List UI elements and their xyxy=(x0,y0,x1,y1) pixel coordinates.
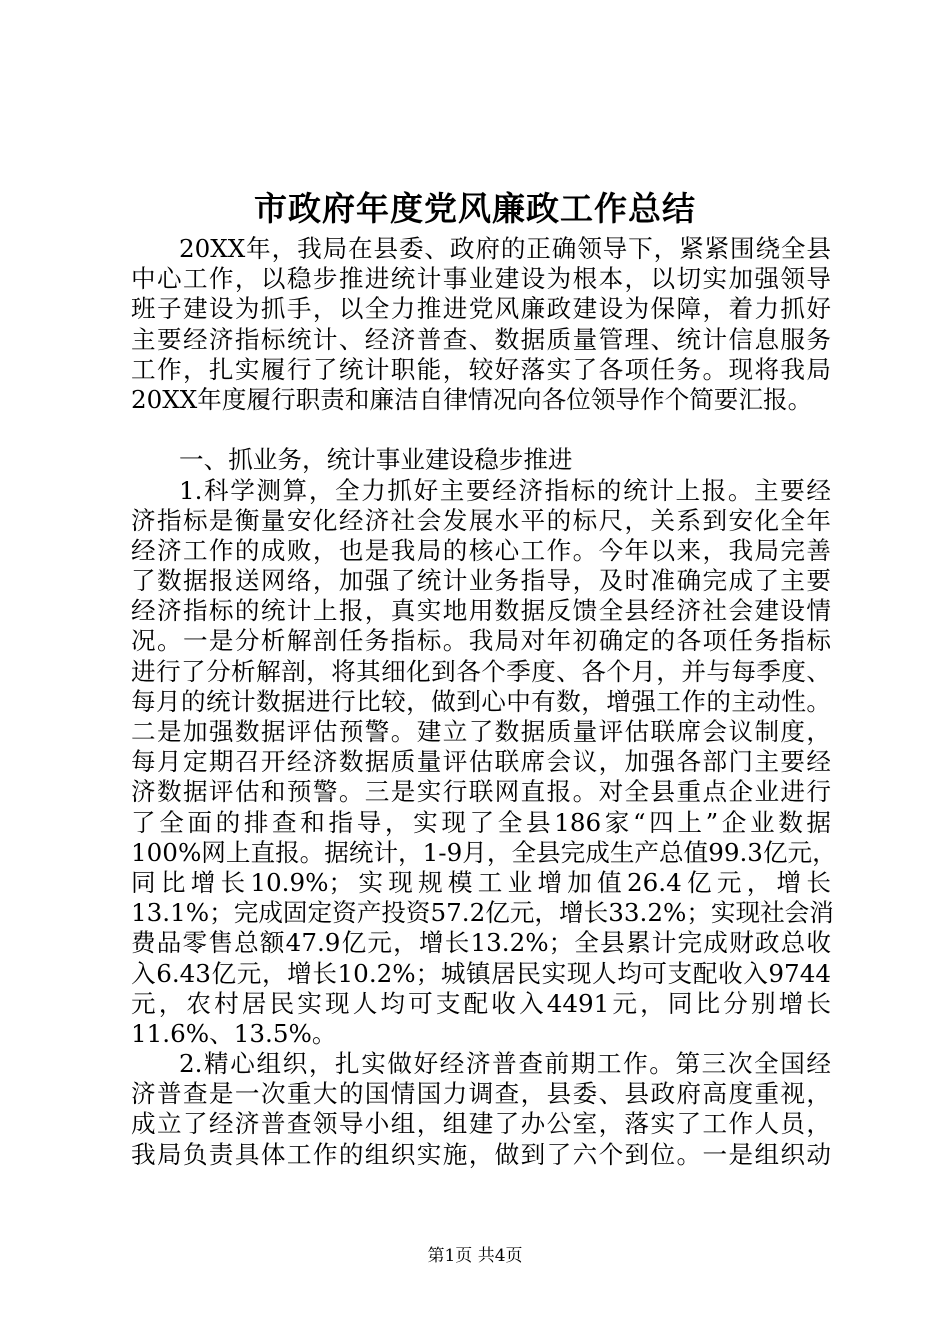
paragraph-line: 班子建设为抓手，以全力推进党风廉政建设为保障，着力抓好 xyxy=(131,294,831,324)
paragraph-line: 每月的统计数据进行比较，做到心中有数，增强工作的主动性。 xyxy=(131,686,831,716)
paragraph-line: 费品零售总额47.9亿元，增长13.2%；全县累计完成财政总收 xyxy=(131,928,831,958)
section-heading: 一、抓业务，统计事业建设稳步推进 xyxy=(179,445,573,475)
paragraph-line: 济普查是一次重大的国情国力调查，县委、县政府高度重视， xyxy=(131,1079,831,1109)
page-number-footer: 第1页 共4页 xyxy=(427,1246,523,1266)
paragraph-line: 进行了分析解剖，将其细化到各个季度、各个月，并与每季度、 xyxy=(131,656,831,686)
paragraph-line: 二是加强数据评估预警。建立了数据质量评估联席会议制度， xyxy=(131,717,831,746)
paragraph-line: 济数据评估和预警。三是实行联网直报。对全县重点企业进行 xyxy=(131,777,831,807)
paragraph-line: 每月定期召开经济数据质量评估联席会议，加强各部门主要经 xyxy=(131,747,831,777)
paragraph-line: 工作，扎实履行了统计职能，较好落实了各项任务。现将我局 xyxy=(131,354,831,384)
paragraph-line: 同比增长10.9%；实现规模工业增加值26.4亿元，增长 xyxy=(131,867,831,897)
paragraph-line: 成立了经济普查领导小组，组建了办公室，落实了工作人员， xyxy=(131,1109,831,1139)
paragraph-line: 了数据报送网络，加强了统计业务指导，及时准确完成了主要 xyxy=(131,566,831,596)
paragraph-line: 11.6%、13.5%。 xyxy=(131,1018,337,1048)
paragraph-line: 济指标是衡量安化经济社会发展水平的标尺，关系到安化全年 xyxy=(131,505,831,535)
paragraph-line: 经济工作的成败，也是我局的核心工作。今年以来，我局完善 xyxy=(131,535,831,565)
paragraph-line: 我局负责具体工作的组织实施，做到了六个到位。一是组织动 xyxy=(131,1139,831,1169)
document-body xyxy=(131,234,837,1170)
blank-line xyxy=(131,415,831,445)
paragraph-line: 入6.43亿元，增长10.2%；城镇居民实现人均可支配收入9744 xyxy=(131,958,831,988)
paragraph-line: 况。一是分析解剖任务指标。我局对年初确定的各项任务指标 xyxy=(131,626,831,656)
paragraph-line: 经济指标的统计上报，真实地用数据反馈全县经济社会建设情 xyxy=(131,596,831,626)
paragraph-line: 2.精心组织，扎实做好经济普查前期工作。第三次全国经 xyxy=(179,1049,831,1079)
paragraph-line: 20XX年度履行职责和廉洁自律情况向各位领导作个简要汇报。 xyxy=(131,384,813,414)
paragraph-line: 13.1%；完成固定资产投资57.2亿元，增长33.2%；实现社会消 xyxy=(131,898,834,928)
paragraph-line: 主要经济指标统计、经济普查、数据质量管理、统计信息服务 xyxy=(131,324,831,354)
paragraph-line: 100%网上直报。据统计，1-9月，全县完成生产总值99.3亿元， xyxy=(131,837,837,867)
paragraph-line: 中心工作，以稳步推进统计事业建设为根本，以切实加强领导 xyxy=(131,264,831,294)
document-title: 市政府年度党风廉政工作总结 xyxy=(254,189,696,228)
paragraph-line: 元，农村居民实现人均可支配收入4491元，同比分别增长 xyxy=(131,988,831,1018)
paragraph-line: 了全面的排查和指导，实现了全县186家“四上”企业数据 xyxy=(131,807,831,837)
paragraph-line: 1.科学测算，全力抓好主要经济指标的统计上报。主要经 xyxy=(179,475,831,505)
paragraph-line: 20XX年，我局在县委、政府的正确领导下，紧紧围绕全县 xyxy=(179,234,831,263)
